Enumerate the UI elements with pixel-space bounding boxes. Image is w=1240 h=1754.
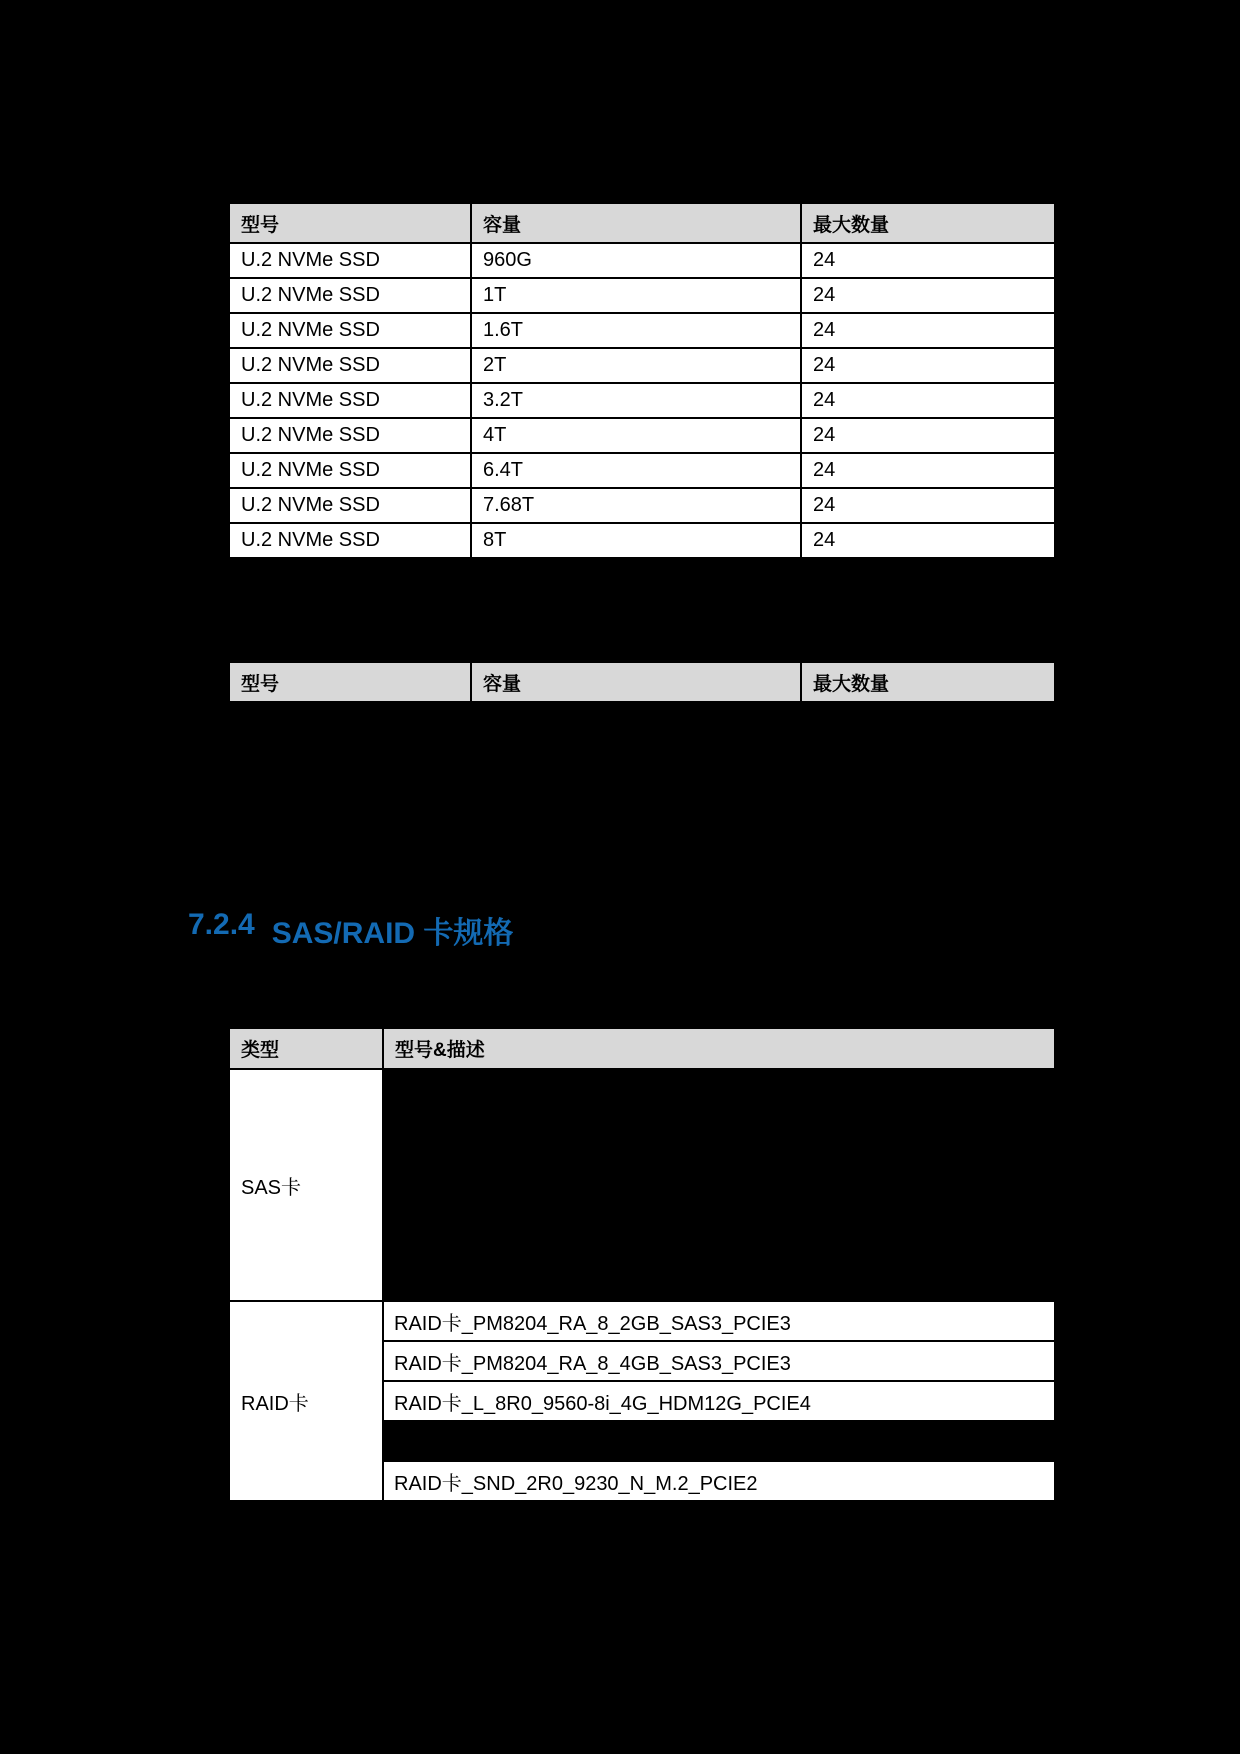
column-header-model: 型号	[229, 203, 471, 243]
table-row	[229, 313, 1055, 348]
max-qty-cell: 24	[801, 488, 1055, 523]
max-qty-cell: 24	[801, 523, 1055, 558]
table-header-row	[229, 662, 1055, 702]
max-qty-cell: 24	[801, 348, 1055, 383]
table-row	[229, 453, 1055, 488]
raid-item-row	[229, 1301, 1055, 1341]
capacity-cell: 1.6T	[471, 313, 801, 348]
max-qty-cell: 24	[801, 243, 1055, 278]
capacity-cell: 960G	[471, 243, 801, 278]
model-cell: U.2 NVMe SSD	[229, 453, 471, 488]
redacted-sas-content	[383, 1069, 1055, 1301]
column-header-type: 类型	[229, 1028, 383, 1069]
model-cell: U.2 NVMe SSD	[229, 383, 471, 418]
capacity-cell: 3.2T	[471, 383, 801, 418]
column-header-max-qty: 最大数量	[801, 203, 1055, 243]
model-cell: U.2 NVMe SSD	[229, 488, 471, 523]
max-qty-cell: 24	[801, 418, 1055, 453]
column-header-capacity: 容量	[471, 662, 801, 702]
model-cell: U.2 NVMe SSD	[229, 348, 471, 383]
raid-item-cell: RAID卡_SND_2R0_9230_N_M.2_PCIE2	[383, 1461, 1055, 1501]
capacity-cell: 8T	[471, 523, 801, 558]
section-number: 7.2.4	[188, 908, 255, 941]
model-cell: U.2 NVMe SSD	[229, 523, 471, 558]
model-cell: U.2 NVMe SSD	[229, 243, 471, 278]
table-row	[229, 523, 1055, 558]
sas-group-row	[229, 1069, 1055, 1301]
capacity-cell: 4T	[471, 418, 801, 453]
nvme-ssd-table	[228, 202, 1056, 559]
max-qty-cell: 24	[801, 383, 1055, 418]
table-row	[229, 278, 1055, 313]
capacity-cell: 6.4T	[471, 453, 801, 488]
raid-item-cell: RAID卡_PM8204_RA_8_4GB_SAS3_PCIE3	[383, 1341, 1055, 1381]
table-header-row	[229, 203, 1055, 243]
table-header-row	[229, 1028, 1055, 1069]
sas-raid-table	[228, 1027, 1056, 1502]
empty-spec-table	[228, 661, 1056, 703]
model-cell: U.2 NVMe SSD	[229, 278, 471, 313]
sas-type-cell: SAS卡	[229, 1069, 383, 1301]
column-header-model: 型号	[229, 662, 471, 702]
raid-type-cell: RAID卡	[229, 1301, 383, 1501]
column-header-capacity: 容量	[471, 203, 801, 243]
table-row	[229, 418, 1055, 453]
column-header-model-desc: 型号&描述	[383, 1028, 1055, 1069]
redacted-raid-item	[383, 1421, 1055, 1461]
capacity-cell: 1T	[471, 278, 801, 313]
table-row	[229, 348, 1055, 383]
model-cell: U.2 NVMe SSD	[229, 418, 471, 453]
column-header-max-qty: 最大数量	[801, 662, 1055, 702]
raid-item-cell: RAID卡_PM8204_RA_8_2GB_SAS3_PCIE3	[383, 1301, 1055, 1341]
model-cell: U.2 NVMe SSD	[229, 313, 471, 348]
max-qty-cell: 24	[801, 278, 1055, 313]
table-row	[229, 383, 1055, 418]
table-row	[229, 243, 1055, 278]
max-qty-cell: 24	[801, 313, 1055, 348]
capacity-cell: 7.68T	[471, 488, 801, 523]
capacity-cell: 2T	[471, 348, 801, 383]
table-row	[229, 488, 1055, 523]
max-qty-cell: 24	[801, 453, 1055, 488]
raid-item-cell: RAID卡_L_8R0_9560-8i_4G_HDM12G_PCIE4	[383, 1381, 1055, 1421]
section-title: SAS/RAID 卡规格	[271, 917, 514, 950]
section-heading	[188, 908, 513, 952]
